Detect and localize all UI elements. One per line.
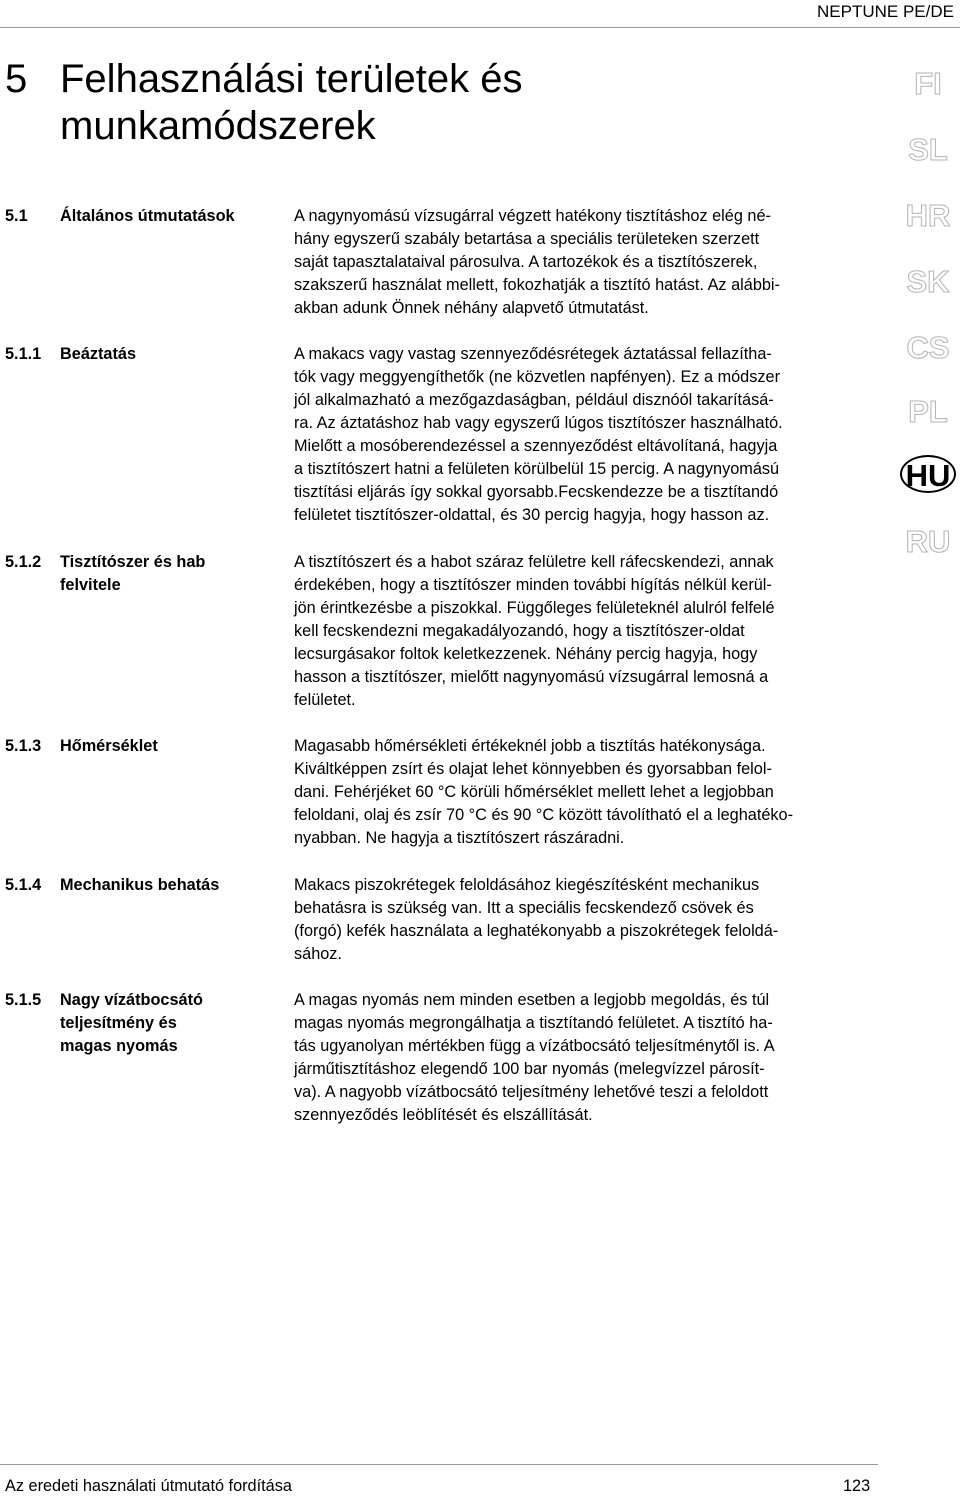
section-body bbox=[294, 874, 879, 966]
language-tab-hr[interactable]: HR bbox=[905, 198, 951, 233]
footer-text: Az eredeti használati útmutató fordítása bbox=[5, 1477, 292, 1495]
body-line: akban adunk Önnek néhány alapvető útmutatást. bbox=[294, 299, 649, 317]
section-body bbox=[294, 989, 879, 1127]
footer-divider bbox=[0, 1464, 878, 1465]
section-number: 5.1.4 bbox=[5, 876, 42, 894]
section-body bbox=[294, 205, 879, 320]
section-title: Mechanikus behatás bbox=[60, 876, 220, 894]
body-line: A tisztítószert és a habot száraz felületre kell ráfecskendezi, annak bbox=[294, 553, 774, 571]
body-line: kell fecskendezni megakadályozandó, hogy a tisztítószer-oldat bbox=[294, 622, 745, 640]
section-number: 5.1.1 bbox=[5, 345, 42, 363]
body-line: Mielőtt a mosóberendezéssel a szennyeződést eltávolítaná, hagyja bbox=[294, 437, 778, 455]
body-line: tók vagy meggyengíthetők (ne közvetlen napfényen). Ez a módszer bbox=[294, 368, 780, 386]
language-tab-hu[interactable]: HU bbox=[905, 458, 951, 493]
section-title: Beáztatás bbox=[60, 345, 137, 363]
section-number: 5.1 bbox=[5, 207, 28, 225]
chapter-title bbox=[60, 56, 760, 150]
body-line: ra. Az áztatáshoz hab vagy egyszerű lúgos tisztítószer használható. bbox=[294, 414, 783, 432]
section-number: 5.1.3 bbox=[5, 737, 42, 755]
language-tab-sl[interactable]: SL bbox=[908, 132, 948, 167]
body-line: Kiváltképpen zsírt és olajat lehet könnyebben és gyorsabban felol- bbox=[294, 760, 772, 778]
body-line: A magas nyomás nem minden esetben a legjobb megoldás, és túl bbox=[294, 991, 770, 1009]
language-tab-fi[interactable]: FI bbox=[914, 66, 942, 101]
section-body bbox=[294, 551, 879, 712]
body-line: saját tapasztalataival párosulva. A tartozékok és a tisztítószerek, bbox=[294, 253, 758, 271]
body-line: dani. Fehérjéket 60 °C körüli hőmérséklet mellett lehet a legjobban bbox=[294, 783, 774, 801]
body-line: hasson a tisztítószer, mielőtt nagynyomású vízsugárral lemosná a bbox=[294, 668, 769, 686]
body-line: járműtisztításhoz elegendő 100 bar nyomás (melegvízzel párosít- bbox=[294, 1060, 765, 1078]
body-line: jön érintkezésbe a piszokkal. Függőleges felületeknél alulról felfelé bbox=[294, 599, 775, 617]
section-title: Általános útmutatások bbox=[60, 207, 235, 225]
language-tab-pl[interactable]: PL bbox=[908, 394, 948, 429]
body-line: va). A nagyobb vízátbocsátó teljesítmény lehetővé teszi a feloldott bbox=[294, 1083, 769, 1101]
body-line: lecsurgásakor foltok keletkezzenek. Néhány percig hagyja, hogy bbox=[294, 645, 758, 663]
body-line: Magasabb hőmérsékleti értékeknél jobb a tisztítás hatékonysága. bbox=[294, 737, 766, 755]
body-line: nyabban. Ne hagyja a tisztítószert rászáradni. bbox=[294, 829, 625, 847]
body-line: szennyeződés leöblítését és elszállítását. bbox=[294, 1106, 593, 1124]
body-line: hány egyszerű szabály betartása a speciális területeken szerzett bbox=[294, 230, 760, 248]
body-line: magas nyomás megrongálhatja a tisztítandó felületet. A tisztító ha- bbox=[294, 1014, 773, 1032]
section-title: Nagy vízátbocsátó teljesítmény és magas nyomás bbox=[60, 991, 203, 1055]
section-number: 5.1.2 bbox=[5, 553, 42, 571]
body-line: tás ugyanolyan mértékben függ a vízátbocsátó teljesítménytől is. A bbox=[294, 1037, 775, 1055]
body-line: (forgó) kefék használata a leghatékonyabb a piszokrétegek feloldá- bbox=[294, 922, 779, 940]
section-title: Hőmérséklet bbox=[60, 737, 158, 755]
body-line: érdekében, hogy a tisztítószer minden további hígítás nélkül kerül- bbox=[294, 576, 772, 594]
section-body bbox=[294, 735, 879, 850]
language-tab-sk[interactable]: SK bbox=[906, 264, 950, 299]
body-line: feloldani, olaj és zsír 70 °C és 90 °C között távolítható el a leghatéko- bbox=[294, 806, 794, 824]
section-body bbox=[294, 343, 879, 527]
chapter-title-line-2: munkamódszerek bbox=[60, 104, 376, 148]
body-line: A makacs vagy vastag szennyeződésrétegek áztatással fellazítha- bbox=[294, 345, 772, 363]
body-line: felületet tisztítószer-oldattal, és 30 percig hagyja, hogy hasson az. bbox=[294, 506, 770, 524]
chapter-number: 5 bbox=[5, 57, 28, 101]
body-line: szakszerű használat mellett, fokozhatják a tisztító hatást. Az alábbi- bbox=[294, 276, 780, 294]
chapter-title-line-1: Felhasználási területek és bbox=[60, 57, 523, 101]
body-line: behatásra is szükség van. Itt a speciális fecskendező csövek és bbox=[294, 899, 754, 917]
body-line: a tisztítószert hatni a felületen körülbelül 15 percig. A nagynyomású bbox=[294, 460, 780, 478]
section-title: Tisztítószer és hab felvitele bbox=[60, 553, 206, 594]
language-tab-ru[interactable]: RU bbox=[905, 524, 951, 559]
section-number: 5.1.5 bbox=[5, 991, 42, 1009]
body-line: felületet. bbox=[294, 691, 356, 709]
document-name: NEPTUNE PE/DE bbox=[817, 2, 954, 21]
body-line: sához. bbox=[294, 945, 342, 963]
body-line: tisztítási eljárás így sokkal gyorsabb.Fecskendezze be a tisztítandó bbox=[294, 483, 779, 501]
body-line: Makacs piszokrétegek feloldásához kiegészítésként mechanikus bbox=[294, 876, 760, 894]
body-line: A nagynyomású vízsugárral végzett hatékony tisztításhoz elég né- bbox=[294, 207, 771, 225]
header-divider bbox=[0, 27, 960, 28]
language-tab-cs[interactable]: CS bbox=[906, 330, 950, 365]
body-line: jól alkalmazható a mezőgazdaságban, például disznóól takarításá- bbox=[294, 391, 774, 409]
page-number: 123 bbox=[843, 1477, 871, 1495]
